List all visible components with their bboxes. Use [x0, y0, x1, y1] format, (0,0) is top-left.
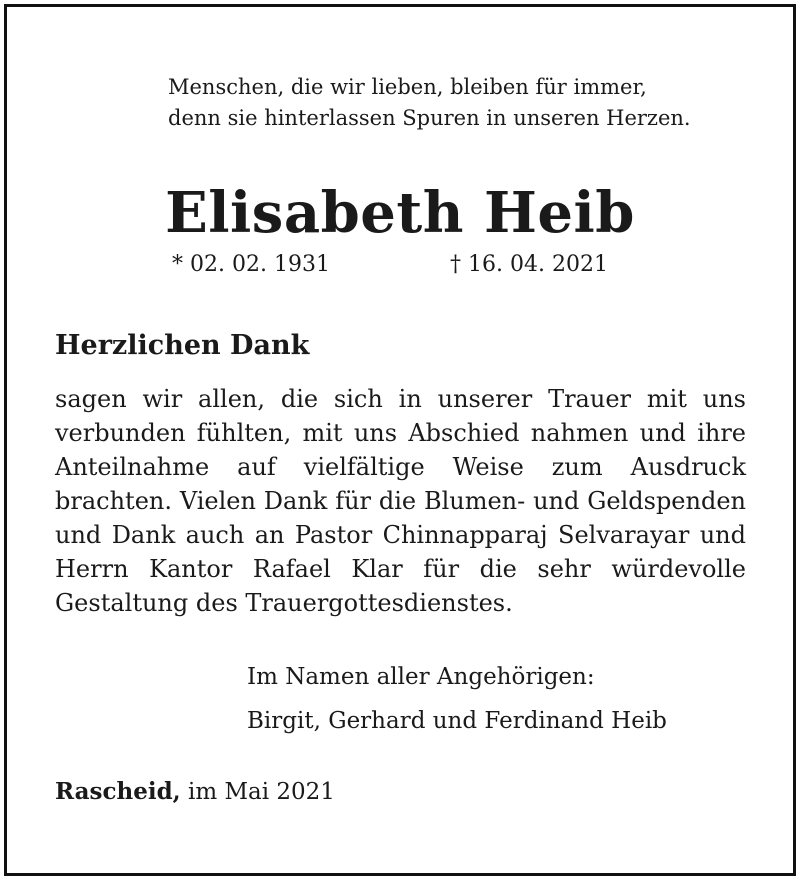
death-date: † 16. 04. 2021 [450, 252, 608, 277]
motto-verse [168, 72, 691, 134]
signature-names: Birgit, Gerhard und Ferdinand Heib [247, 708, 667, 734]
signature-block [247, 655, 667, 743]
signature-intro: Im Namen aller Angehörigen: [247, 664, 595, 690]
deceased-name: Elisabeth Heib [165, 180, 635, 246]
thanks-body: sagen wir allen, die sich in unserer Trauer mit uns verbunden fühlten, mit uns Abschied nahmen und ihre Anteilnahme auf vielfältige Weise zum Ausdruck brachten. Vielen Dank für die Blumen- und Geldspenden und Dank auch an Pastor Chinnapparaj Selvarayar und Herrn Kantor Rafael Klar für die sehr würdevolle Gestaltung des Trauergottesdienstes. [55, 385, 746, 617]
thanks-heading: Herzlichen Dank [55, 330, 310, 361]
place-name: Rascheid, [55, 778, 181, 805]
birth-date: * 02. 02. 1931 [172, 252, 330, 277]
motto-line-1: Menschen, die wir lieben, bleiben für immer, [168, 75, 647, 99]
motto-line-2: denn sie hinterlassen Spuren in unseren Herzen. [168, 106, 691, 130]
place-date-line [55, 778, 335, 805]
closing-date: im Mai 2021 [188, 779, 335, 805]
